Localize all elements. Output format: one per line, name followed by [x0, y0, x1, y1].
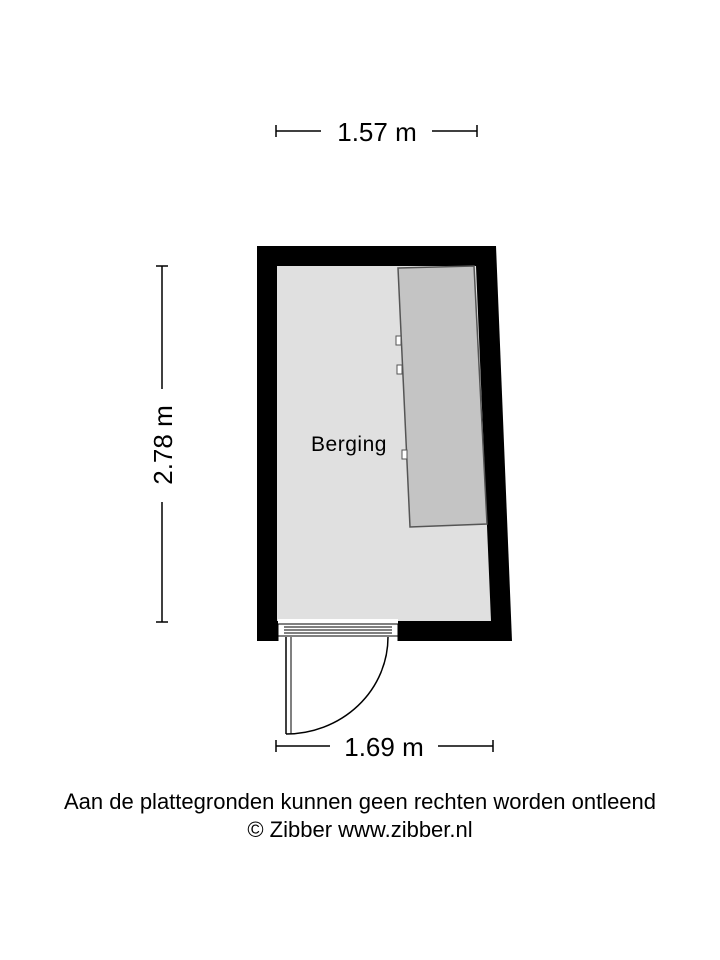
top-dimension-label: 1.57 m — [337, 117, 417, 147]
door-swing — [286, 637, 388, 734]
bottom-dimension — [276, 732, 493, 762]
copyright-text: © Zibber www.zibber.nl — [247, 817, 473, 842]
left-dimension-label: 2.78 m — [148, 405, 178, 485]
bottom-dimension-label: 1.69 m — [344, 732, 424, 762]
left-dimension — [148, 266, 178, 622]
disclaimer-text: Aan de plattegronden kunnen geen rechten worden ontleend — [63, 789, 657, 814]
top-dimension — [276, 117, 477, 147]
room-label: Berging — [311, 433, 387, 456]
cabinet — [396, 266, 487, 527]
